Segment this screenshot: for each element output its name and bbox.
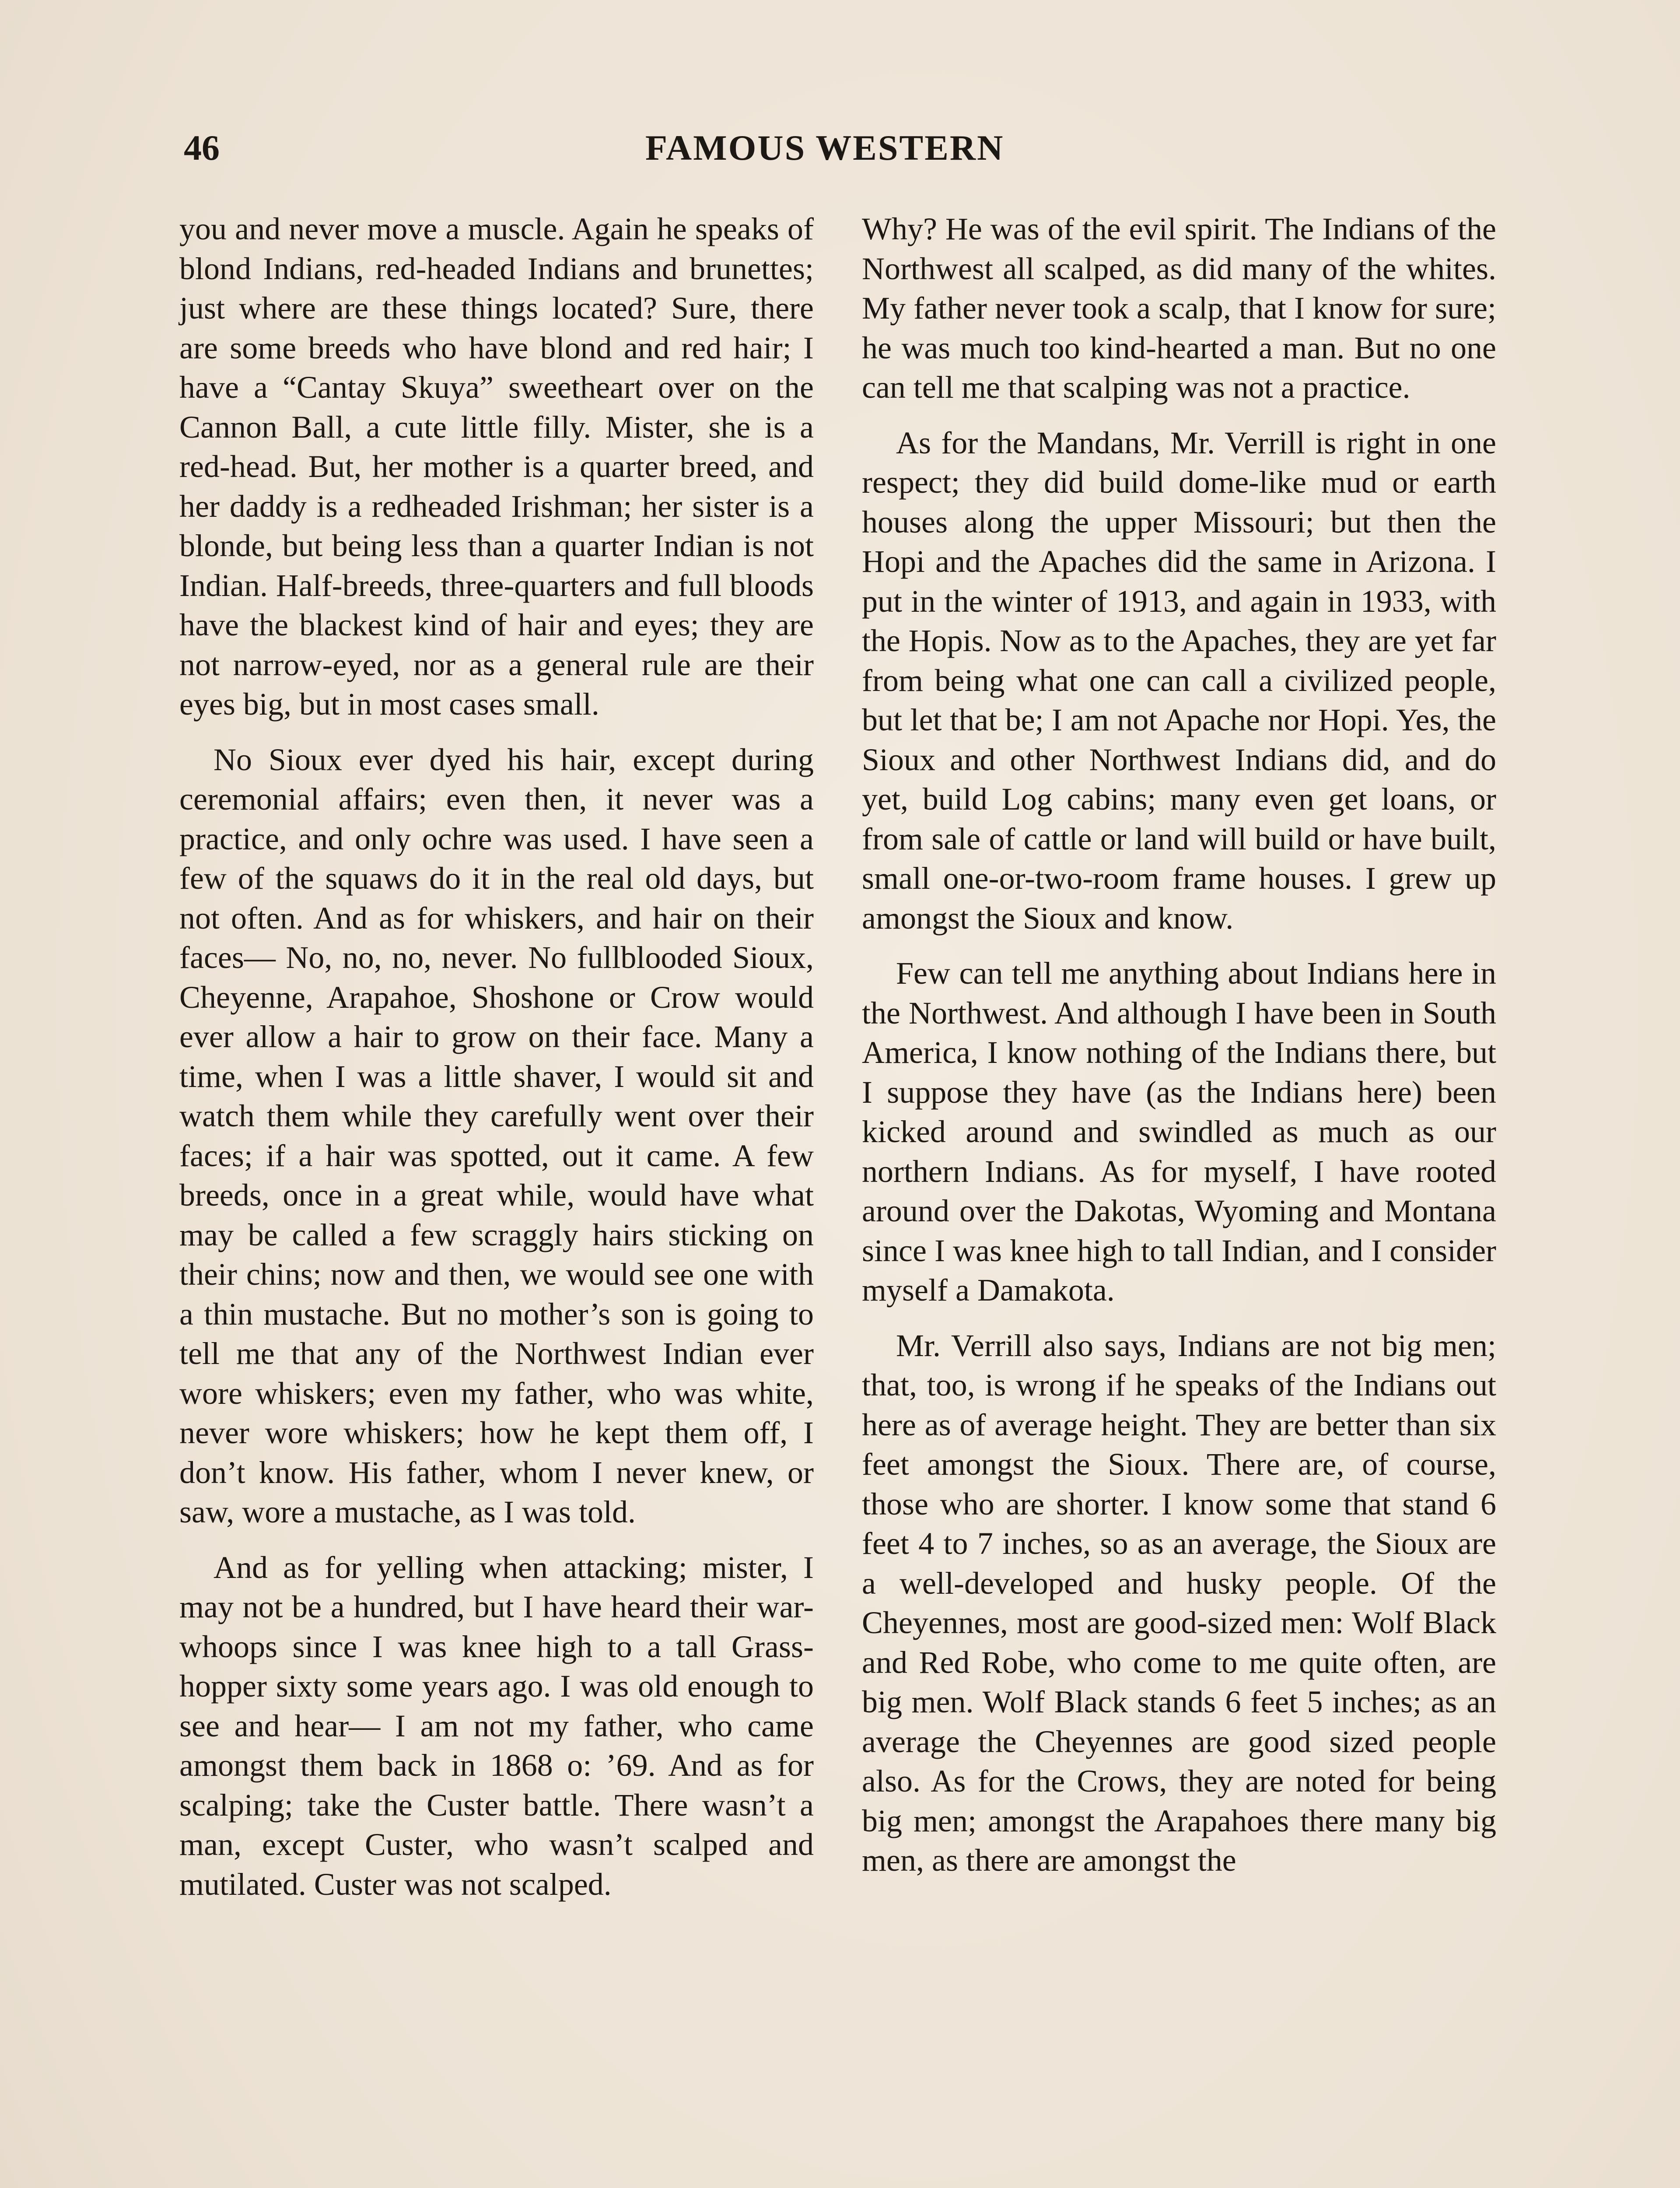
paragraph: Mr. Verrill also says, Indians are not big men; that, too, is wrong if he speaks of the Indians out here as of average height. They are better than six feet amongst the Sioux. There are, of course, those who are shorter. I know some that stand 6 feet 4 to 7 inches, so as an average, the Sioux are a well-developed and husky people. Of the Cheyennes, most are good-sized men: Wolf Black and Red Robe, who come to me quite often, are big men. Wolf Black stands 6 feet 5 inches; as an average the Cheyennes are good sized people also. As for the Crows, they are noted for being big men; amongst the Arapahoes there many big men, as there are amongst the — [862, 1328, 1496, 1878]
paragraph: Few can tell me anything about Indians here in the Northwest. And although I have been in South America, I know nothing of the Indians there, but I suppose they have (as the Indians here) been kicked around and swindled as much as our northern Indians. As for myself, I have rooted around over the Dakotas, Wyoming and Montana since I was knee high to tall Indian, and I consider myself a Damakota. — [862, 956, 1496, 1308]
page-header — [0, 126, 1680, 179]
right-column — [862, 209, 1496, 1880]
running-head: FAMOUS WESTERN — [645, 128, 1004, 168]
page-number: 46 — [184, 128, 220, 168]
paragraph: Why? He was of the evil spirit. The Indians of the Northwest all scalped, as did many of the whites. My father never took a scalp, that I know for sure; he was much too kind-hearted a man. But no one can tell me that scalping was not a practice. — [862, 211, 1496, 405]
left-column — [179, 209, 814, 1904]
paragraph: No Sioux ever dyed his hair, except during ceremonial affairs; even then, it never was a practice, and only ochre was used. I have seen a few of the squaws do it in the real old days, but not often. And as for whiskers, and hair on their faces— No, no, no, never. No fullblooded Sioux, Cheyenne, Arapahoe, Shoshone or Crow would ever allow a hair to grow on their face. Many a time, when I was a little shaver, I would sit and watch them while they carefully went over their faces; if a hair was spotted, out it came. A few breeds, once in a great while, would have what may be called a few scraggly hairs sticking on their chins; now and then, we would see one with a thin mustache. But no mother’s son is going to tell me that any of the Northwest Indian ever wore whiskers; even my father, who was white, never wore whiskers; how he kept them off, I don’t know. His father, whom I never knew, or saw, wore a mustache, as I was told. — [179, 742, 814, 1529]
paragraph: you and never move a muscle. Again he speaks of blond Indians, red-headed Indians and brunettes; just where are these things located? Sure, there are some breeds who have blond and red hair; I have a “Cantay Skuya” sweetheart over on the Cannon Ball, a cute little filly. Mister, she is a red-head. But, her mother is a quarter breed, and her daddy is a redheaded Irishman; her sister is a blonde, but being less than a quarter Indian is not Indian. Half-breeds, three-quarters and full bloods have the blackest kind of hair and eyes; they are not narrow-eyed, nor as a general rule are their eyes big, but in most cases small. — [179, 211, 814, 722]
paragraph: And as for yelling when attacking; mister, I may not be a hundred, but I have heard their war-whoops since I was knee high to a tall Grass-hopper sixty some years ago. I was old enough to see and hear— I am not my father, who came amongst them back in 1868 o: ’69. And as for scalping; take the Custer battle. There wasn’t a man, except Custer, who wasn’t scalped and mutilated. Custer was not scalped. — [179, 1550, 814, 1902]
paragraph: As for the Mandans, Mr. Verrill is right in one respect; they did build dome-like mud or earth houses along the upper Missouri; but then the Hopi and the Apaches did the same in Arizona. I put in the winter of 1913, and again in 1933, with the Hopis. Now as to the Apaches, they are yet far from being what one can call a civilized people, but let that be; I am not Apache nor Hopi. Yes, the Sioux and other Northwest Indians did, and do yet, build Log cabins; many even get loans, or from sale of cattle or land will build or have built, small one-or-two-room frame houses. I grew up amongst the Sioux and know. — [862, 425, 1496, 936]
